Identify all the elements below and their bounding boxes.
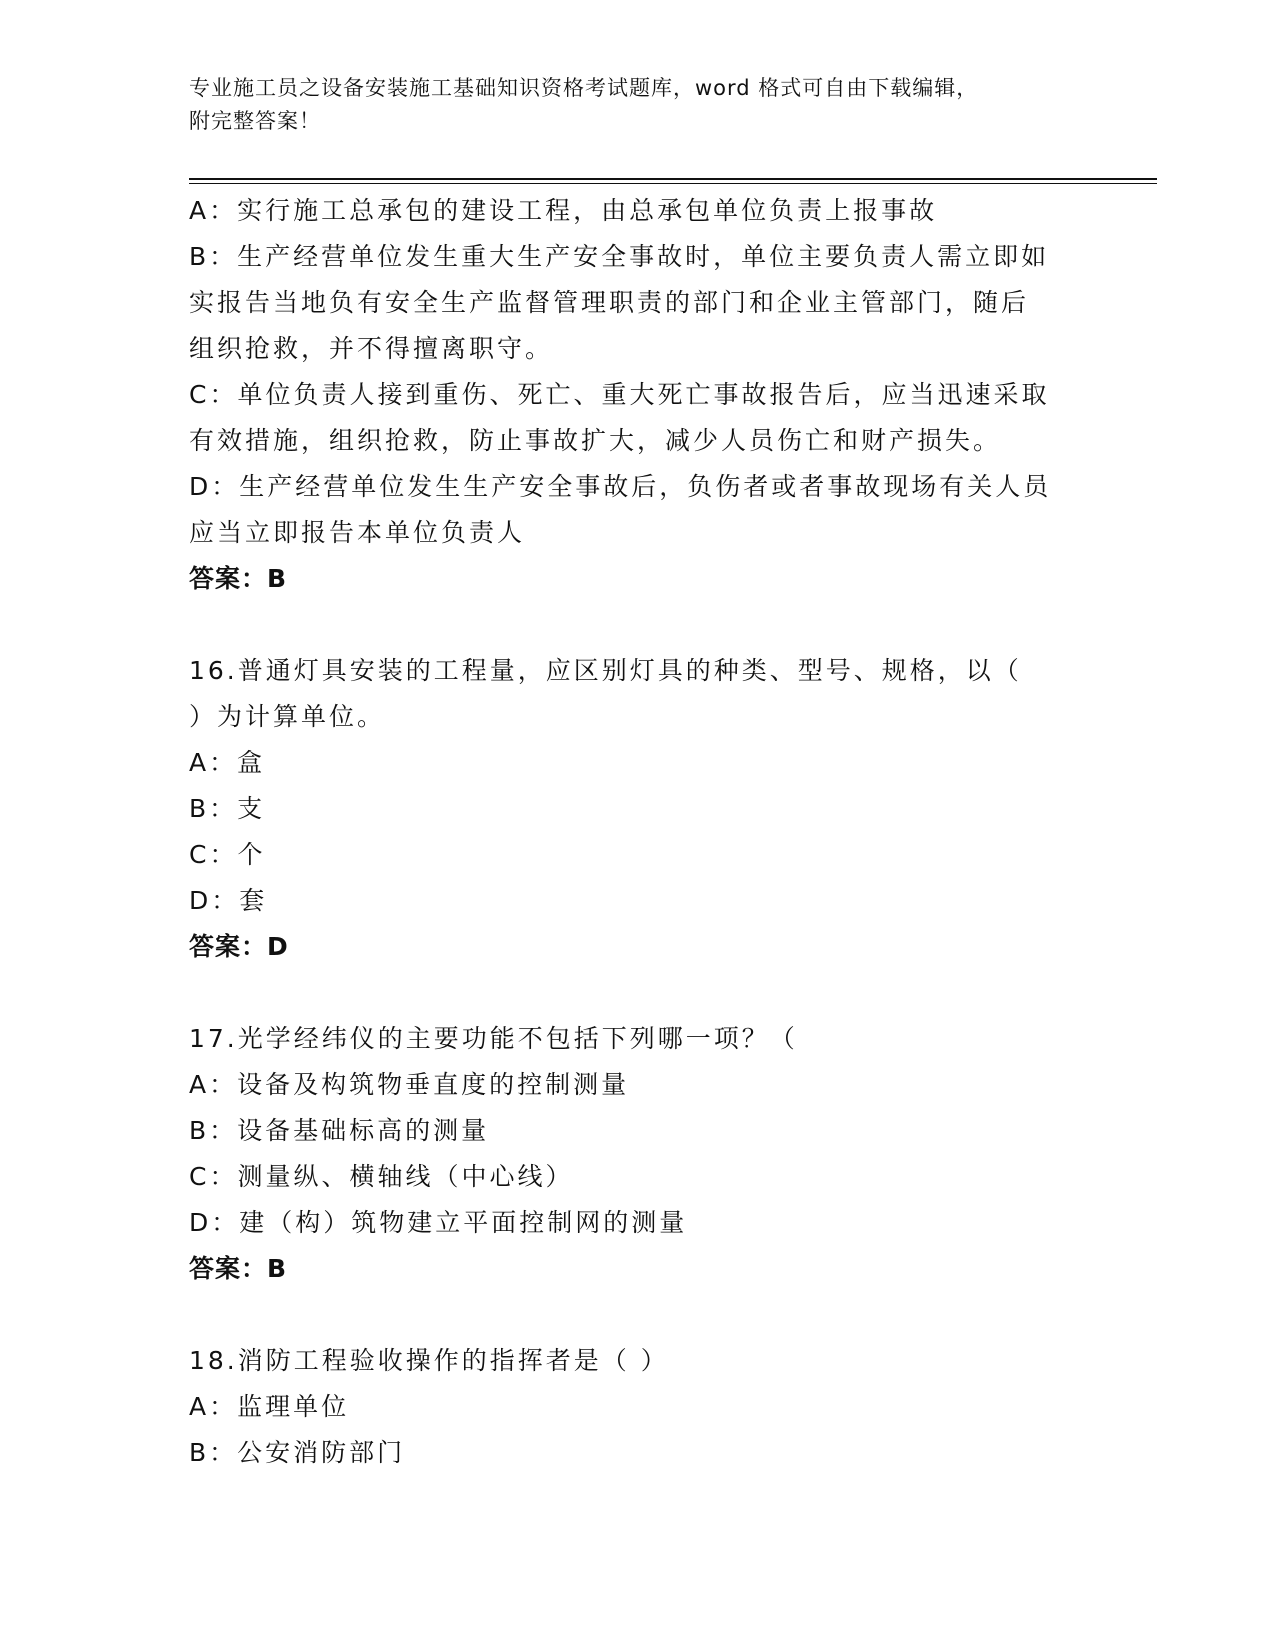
header-title-line-1: 专业施工员之设备安装施工基础知识资格考试题库，word 格式可自由下载编辑，: [189, 76, 979, 100]
question-stem: 18.消防工程验收操作的指挥者是（ ）: [189, 1346, 669, 1375]
option-c: C：个: [189, 840, 266, 869]
option-b-line-2: 实报告当地负有安全生产监督管理职责的部门和企业主管部门，随后: [189, 288, 1030, 317]
spacer: [189, 970, 1089, 1016]
question-15: [189, 188, 1089, 602]
answer: 答案：B: [189, 1254, 288, 1283]
option-a: A：设备及构筑物垂直度的控制测量: [189, 1070, 630, 1099]
question-17: [189, 1016, 1089, 1292]
question-stem-line-2: ）为计算单位。: [189, 702, 386, 731]
option-c-line-1: C：单位负责人接到重伤、死亡、重大死亡事故报告后，应当迅速采取: [189, 380, 1050, 409]
header-divider-thin: [189, 183, 1157, 184]
header-divider-thick: [189, 178, 1157, 180]
option-b-line-3: 组织抢救，并不得擅离职守。: [189, 334, 554, 363]
question-stem-line-1: 16.普通灯具安装的工程量，应区别灯具的种类、型号、规格，以（: [189, 656, 1022, 685]
question-18: [189, 1338, 1089, 1476]
answer: 答案：B: [189, 564, 288, 593]
option-a: A：监理单位: [189, 1392, 350, 1421]
option-d: D：套: [189, 886, 268, 915]
question-list: [189, 188, 1089, 1476]
spacer: [189, 1292, 1089, 1338]
spacer: [189, 602, 1089, 648]
option-d-line-2: 应当立即报告本单位负责人: [189, 518, 526, 547]
question-stem: 17.光学经纬仪的主要功能不包括下列哪一项？（: [189, 1024, 798, 1053]
option-d: D：建（构）筑物建立平面控制网的测量: [189, 1208, 688, 1237]
option-b: B：设备基础标高的测量: [189, 1116, 490, 1145]
header-title-line-2: 附完整答案！: [189, 109, 321, 133]
option-a: A：实行施工总承包的建设工程，由总承包单位负责上报事故: [189, 196, 938, 225]
question-16: [189, 648, 1089, 970]
option-b-line-1: B：生产经营单位发生重大生产安全事故时，单位主要负责人需立即如: [189, 242, 1050, 271]
option-b: B：支: [189, 794, 266, 823]
page-header: [189, 72, 1069, 138]
option-b: B：公安消防部门: [189, 1438, 406, 1467]
option-d-line-1: D：生产经营单位发生生产安全事故后，负伤者或者事故现场有关人员: [189, 472, 1052, 501]
option-c-line-2: 有效措施，组织抢救，防止事故扩大，减少人员伤亡和财产损失。: [189, 426, 1002, 455]
option-c: C：测量纵、横轴线（中心线）: [189, 1162, 574, 1191]
option-a: A：盒: [189, 748, 266, 777]
answer: 答案：D: [189, 932, 289, 961]
